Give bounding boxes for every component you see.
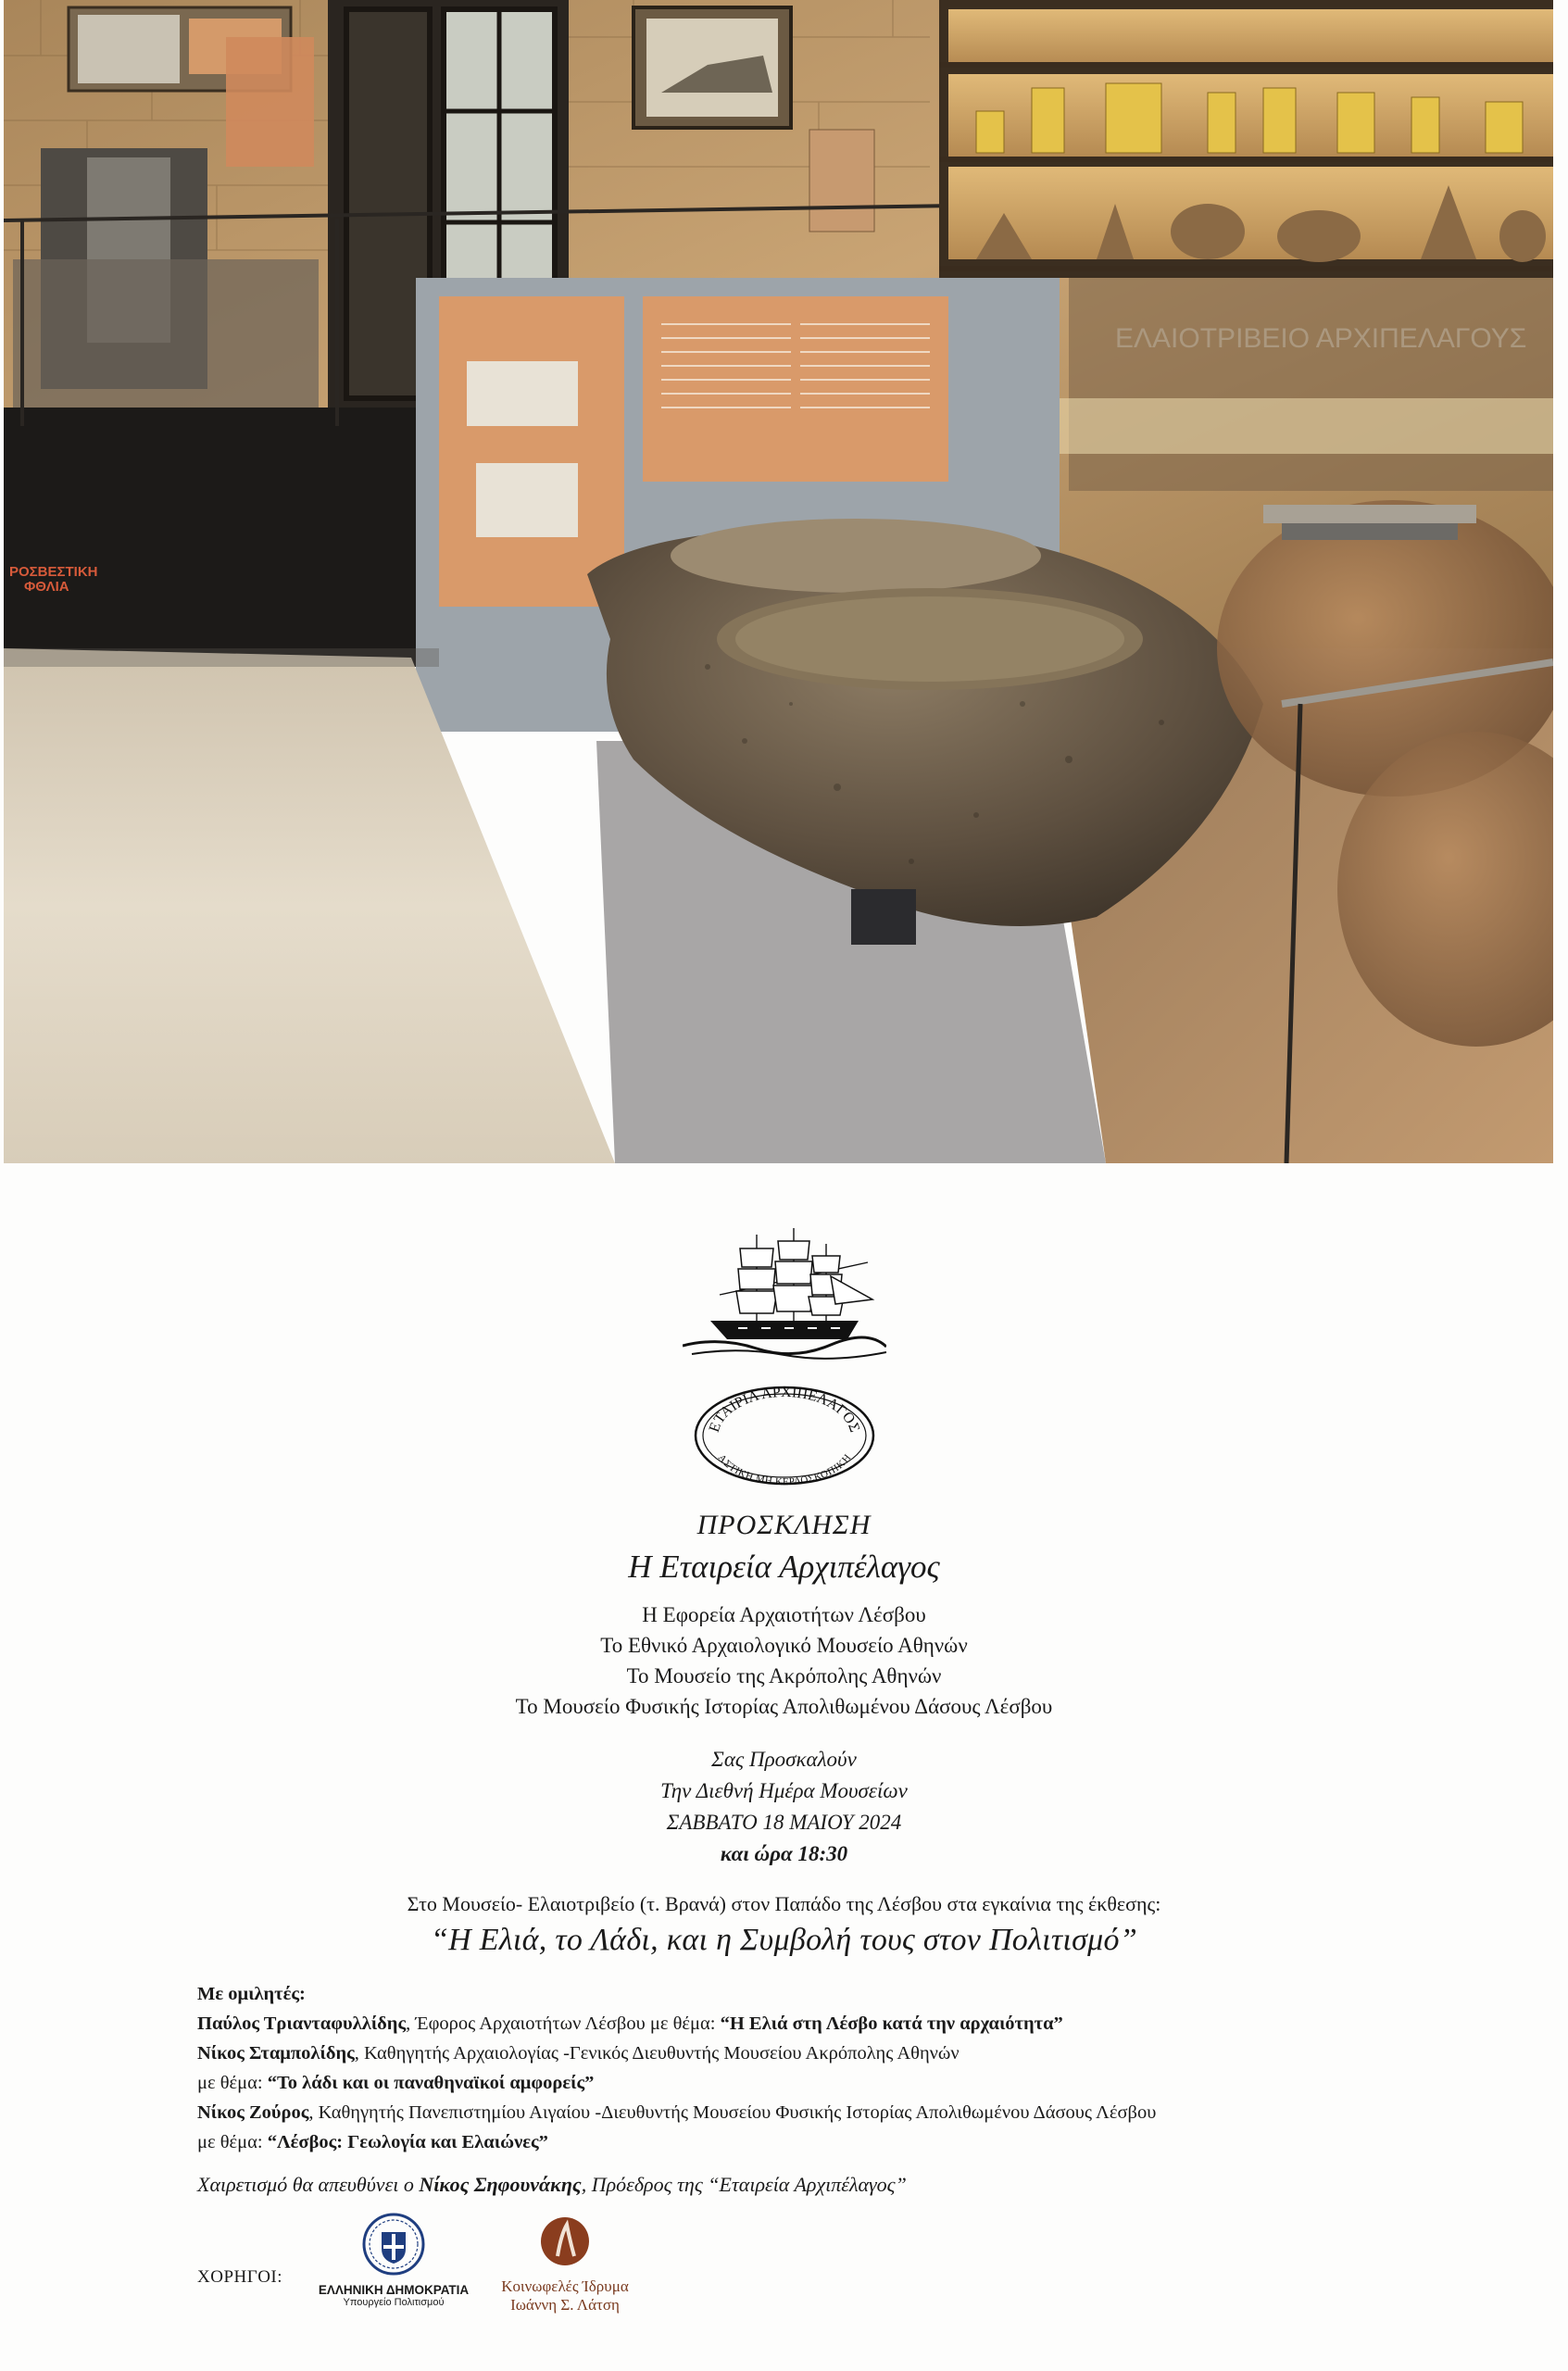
speaker-topic: “Το λάδι και οι παναθηναϊκοί αμφορείς”: [267, 2073, 595, 2093]
svg-text:ΑΣΤΙΚΗ ΜΗ ΚΕΡΔΟΣΚΟΠΙΚΗ: [715, 1452, 853, 1487]
venue-text: Στο Μουσείο- Ελαιοτριβείο (τ. Βρανά) στον Παπάδο της Λέσβου στα εγκαίνια της έκθεσης:: [407, 1892, 1161, 1915]
speaker-name: Νίκος Ζούρος: [197, 2102, 309, 2123]
invite-line: Σας Προσκαλούν: [711, 1748, 857, 1771]
ship-logo: [0, 1221, 1568, 1364]
speaker-topic: “Λέσβος: Γεωλογία και Ελαιώνες”: [267, 2132, 548, 2152]
organizer: Η Εφορεία Αρχαιοτήτων Λέσβου: [642, 1603, 926, 1626]
host-title: Η Εταιρεία Αρχιπέλαγος: [628, 1549, 940, 1585]
speaker-2-topic: με θέμα: “Το λάδι και οι παναθηναϊκοί αμφορείς”: [197, 2073, 595, 2093]
exhibition-title: “Η Ελιά, το Λάδι, και η Συμβολή τους στον Πολιτισμό”: [430, 1923, 1138, 1957]
speaker-topic: “Η Ελιά στη Λέσβο κατά την αρχαιότητα”: [720, 2013, 1063, 2034]
greek-emblem-icon: [361, 2212, 426, 2277]
seal-bottom-text: ΑΣΤΙΚΗ ΜΗ ΚΕΡΔΟΣΚΟΠΙΚΗ: [715, 1452, 853, 1487]
sign-text: ΡΟΣΒΕΣΤΙΚΗ: [9, 564, 98, 580]
invitation-kicker: ΠΡΟΣΚΛΗΣΗ: [696, 1510, 872, 1540]
sponsor-gr-line2: Υπουργείο Πολιτισμού: [343, 2297, 445, 2308]
speaker-name: Παύλος Τριανταφυλλίδης: [197, 2013, 407, 2034]
invite-line: Την Διεθνή Ημέρα Μουσείων: [660, 1779, 908, 1802]
organizer: Το Μουσείο της Ακρόπολης Αθηνών: [626, 1664, 942, 1687]
latsis-icon: [539, 2215, 591, 2267]
greeting: Χαιρετισμό θα απευθύνει ο Νίκος Σηφουνάκης, Πρόεδρος της “Εταιρεία Αρχιπέλαγος”: [197, 2173, 907, 2196]
svg-text:ΕΤΑΙΡΙΑ ΑΡΧΙΠΕΛΑΓΟΣ: [706, 1385, 861, 1435]
invitation-block: [0, 1744, 1568, 1870]
greeting-name: Νίκος Σηφουνάκης: [419, 2173, 582, 2196]
society-seal: [0, 1380, 1568, 1491]
speaker-name: Νίκος Σταμπολίδης: [197, 2043, 355, 2064]
sponsor-lat-line1: Κοινωφελές Ίδρυμα: [501, 2277, 629, 2295]
speaker-3: Νίκος Ζούρος, Καθηγητής Πανεπιστημίου Αιγαίου -Διευθυντής Μουσείου Φυσικής Ιστορίας Απολιθωμένου Δάσους Λέσβου: [197, 2102, 1157, 2123]
sign-text-2: ΦΘΛΙΑ: [24, 579, 69, 595]
hellenic-republic-logo: [306, 2212, 482, 2308]
organizer: Το Μουσείο Φυσικής Ιστορίας Απολιθωμένου Δάσους Λέσβου: [515, 1695, 1053, 1718]
latsis-foundation-logo: [472, 2215, 658, 2315]
sponsor-lat-line2: Ιωάννη Σ. Λάτση: [510, 2296, 620, 2314]
organizer: Το Εθνικό Αρχαιολογικό Μουσείο Αθηνών: [600, 1634, 968, 1657]
speaker-2: Νίκος Σταμπολίδης, Καθηγητής Αρχαιολογίας -Γενικός Διευθυντής Μουσείου Ακρόπολης Αθηνών: [197, 2043, 960, 2064]
seal-top-text: ΕΤΑΙΡΙΑ ΑΡΧΙΠΕΛΑΓΟΣ: [706, 1384, 862, 1435]
sponsor-gr-line1: ΕΛΛΗΝΙΚΗ ΔΗΜΟΚΡΑΤΙΑ: [318, 2283, 470, 2297]
event-date: ΣΑΒΒΑΤΟ 18 ΜΑΙΟΥ 2024: [666, 1811, 902, 1834]
speaker-1: Παύλος Τριανταφυλλίδης, Έφορος Αρχαιοτήτων Λέσβου με θέμα: “Η Ελιά στη Λέσβο κατά την αρχαιότητα”: [197, 2013, 1063, 2034]
organizers-list: [0, 1599, 1568, 1722]
speaker-3-topic: με θέμα: “Λέσβος: Γεωλογία και Ελαιώνες”: [197, 2132, 548, 2152]
museum-photo: [4, 0, 1553, 1163]
speakers-heading: Με ομιλητές:: [197, 1984, 306, 2004]
event-time: και ώρα 18:30: [720, 1842, 848, 1865]
sponsors-label: ΧΟΡΗΓΟΙ:: [197, 2267, 283, 2287]
